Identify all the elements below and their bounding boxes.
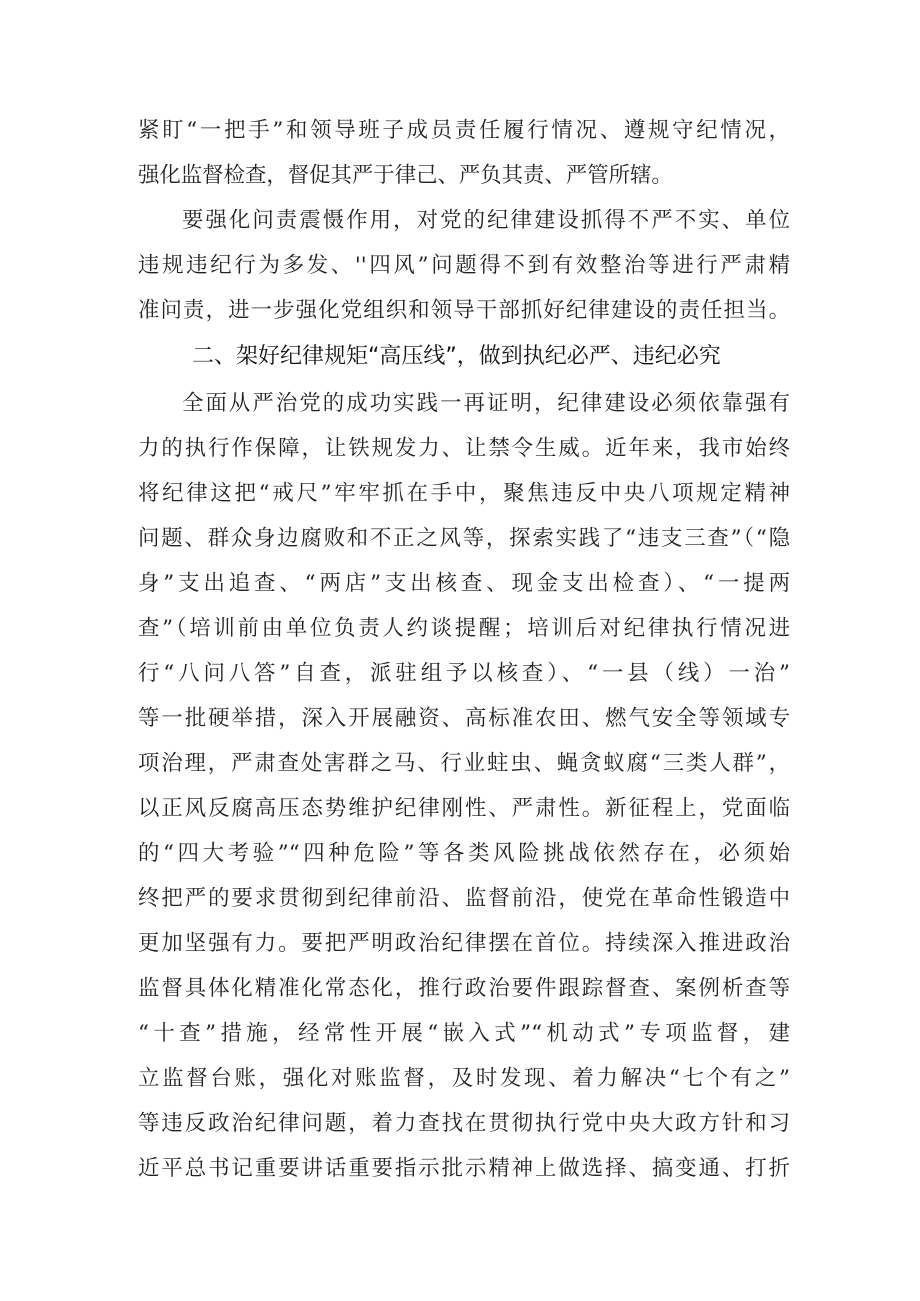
- text-line: 项治理，严肃查处害群之马、行业蛀虫、蝇贪蚁腐“三类人群”，: [138, 751, 790, 776]
- text-line: 违规违纪行为多发、''四风”问题得不到有效整治等进行严肃精: [138, 253, 790, 278]
- text-line: 的“四大考验”“四种危险”等各类风险挑战依然存在，必须始: [138, 841, 790, 866]
- text-line: 更加坚强有力。要把严明政治纪律摆在首位。持续深入推进政治: [138, 931, 790, 956]
- paragraph-continuation: [138, 108, 790, 198]
- text-line: 近平总书记重要讲话重要指示批示精神上做选择、搞变通、打折: [138, 1156, 790, 1181]
- paragraph-accountability: [138, 198, 790, 333]
- text-line: 等违反政治纪律问题，着力查找在贯彻执行党中央大政方针和习: [138, 1111, 790, 1136]
- text-line: 身”支出追查、“两店”支出核查、现金支出检查）、“一提两: [138, 571, 790, 596]
- text-line: 行“八问八答”自查，派驻组予以核查）、“一县（线）一治”: [138, 661, 790, 686]
- text-line: 等一批硬举措，深入开展融资、高标准农田、燃气安全等领域专: [138, 706, 790, 731]
- text-line: 监督具体化精准化常态化，推行政治要件跟踪督查、案例析查等: [138, 976, 790, 1001]
- text-line: 强化监督检查，督促其严于律己、严负其责、严管所辖。: [138, 163, 673, 188]
- text-line: 立监督台账，强化对账监督，及时发现、着力解决“七个有之”: [138, 1066, 790, 1091]
- text-line: 要强化问责震慑作用，对党的纪律建设抓得不严不实、单位: [182, 208, 790, 233]
- paragraph-main: [138, 381, 790, 1191]
- text-line: 将纪律这把“戒尺”牢牢抓在手中，聚焦违反中央八项规定精神: [138, 481, 790, 506]
- text-line: “十查”措施，经常性开展“嵌入式”“机动式”专项监督，建: [138, 1021, 790, 1046]
- text-line: 查”（培训前由单位负责人约谈提醒；培训后对纪律执行情况进: [138, 616, 790, 641]
- text-line: 问题、群众身边腐败和不正之风等，探索实践了“违支三查”（“隐: [138, 526, 790, 551]
- section-heading: 二、架好纪律规矩“高压线”，做到执纪必严、违纪必究: [192, 344, 721, 369]
- text-line: 以正风反腐高压态势维护纪律刚性、严肃性。新征程上，党面临: [138, 796, 790, 821]
- text-line: 力的执行作保障，让铁规发力、让禁令生威。近年来，我市始终: [138, 436, 790, 461]
- document-body: [138, 108, 790, 1191]
- text-line: 终把严的要求贯彻到纪律前沿、监督前沿，使党在革命性锻造中: [138, 886, 790, 911]
- text-line: 全面从严治党的成功实践一再证明，纪律建设必须依靠强有: [182, 391, 790, 416]
- text-line: 紧盯“一把手”和领导班子成员责任履行情况、遵规守纪情况，: [138, 118, 790, 143]
- text-line: 准问责，进一步强化党组织和领导干部抓好纪律建设的责任担当。: [138, 298, 790, 323]
